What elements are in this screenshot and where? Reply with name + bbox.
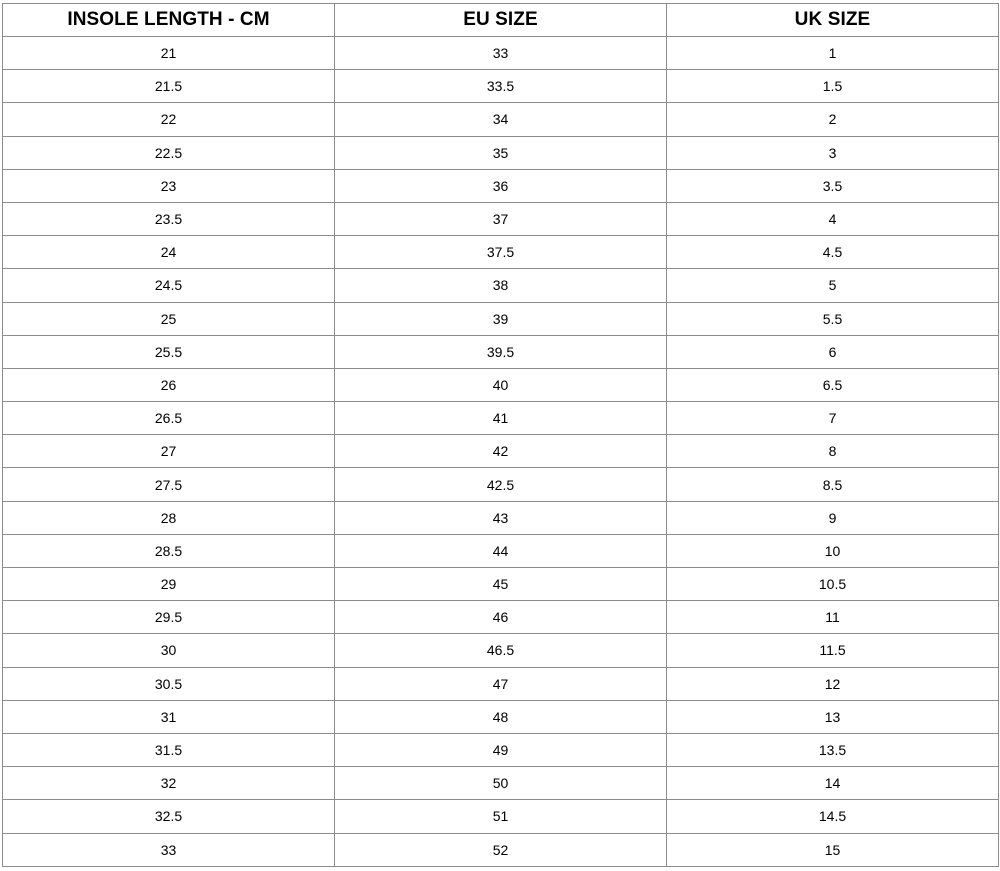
eu-size-cell: 33 <box>335 37 667 70</box>
table-row <box>3 634 999 667</box>
insole-length-cell: 24.5 <box>3 269 335 302</box>
uk-size-cell: 9 <box>667 501 999 534</box>
insole-length-cell: 25.5 <box>3 335 335 368</box>
size-chart-body <box>3 37 999 867</box>
table-row <box>3 136 999 169</box>
eu-size-cell: 46.5 <box>335 634 667 667</box>
eu-size-cell: 37.5 <box>335 236 667 269</box>
eu-size-cell: 34 <box>335 103 667 136</box>
uk-size-cell: 7 <box>667 402 999 435</box>
eu-size-cell: 51 <box>335 800 667 833</box>
table-row <box>3 269 999 302</box>
insole-length-cell: 32 <box>3 767 335 800</box>
table-row <box>3 568 999 601</box>
table-row <box>3 103 999 136</box>
insole-length-cell: 21 <box>3 37 335 70</box>
uk-size-cell: 8.5 <box>667 468 999 501</box>
eu-size-cell: 37 <box>335 202 667 235</box>
eu-size-cell: 49 <box>335 733 667 766</box>
table-row <box>3 70 999 103</box>
header-eu-size: EU SIZE <box>335 4 667 37</box>
table-row <box>3 37 999 70</box>
insole-length-cell: 31.5 <box>3 733 335 766</box>
uk-size-cell: 15 <box>667 833 999 866</box>
table-row <box>3 534 999 567</box>
size-chart-header <box>3 4 999 37</box>
table-row <box>3 236 999 269</box>
eu-size-cell: 42 <box>335 435 667 468</box>
eu-size-cell: 52 <box>335 833 667 866</box>
eu-size-cell: 48 <box>335 700 667 733</box>
table-row <box>3 733 999 766</box>
uk-size-cell: 13 <box>667 700 999 733</box>
eu-size-cell: 43 <box>335 501 667 534</box>
uk-size-cell: 11 <box>667 601 999 634</box>
eu-size-cell: 36 <box>335 169 667 202</box>
eu-size-cell: 33.5 <box>335 70 667 103</box>
eu-size-cell: 46 <box>335 601 667 634</box>
uk-size-cell: 12 <box>667 667 999 700</box>
table-row <box>3 302 999 335</box>
table-row <box>3 700 999 733</box>
uk-size-cell: 10.5 <box>667 568 999 601</box>
uk-size-cell: 5.5 <box>667 302 999 335</box>
table-row <box>3 468 999 501</box>
header-row <box>3 4 999 37</box>
insole-length-cell: 21.5 <box>3 70 335 103</box>
insole-length-cell: 25 <box>3 302 335 335</box>
uk-size-cell: 6 <box>667 335 999 368</box>
header-insole-length: INSOLE LENGTH - CM <box>3 4 335 37</box>
insole-length-cell: 30 <box>3 634 335 667</box>
table-row <box>3 767 999 800</box>
table-row <box>3 402 999 435</box>
uk-size-cell: 5 <box>667 269 999 302</box>
insole-length-cell: 30.5 <box>3 667 335 700</box>
uk-size-cell: 3 <box>667 136 999 169</box>
table-row <box>3 833 999 866</box>
eu-size-cell: 39 <box>335 302 667 335</box>
uk-size-cell: 14.5 <box>667 800 999 833</box>
insole-length-cell: 24 <box>3 236 335 269</box>
uk-size-cell: 3.5 <box>667 169 999 202</box>
eu-size-cell: 38 <box>335 269 667 302</box>
uk-size-cell: 4.5 <box>667 236 999 269</box>
table-row <box>3 601 999 634</box>
uk-size-cell: 11.5 <box>667 634 999 667</box>
table-row <box>3 335 999 368</box>
table-row <box>3 501 999 534</box>
uk-size-cell: 4 <box>667 202 999 235</box>
uk-size-cell: 2 <box>667 103 999 136</box>
insole-length-cell: 27.5 <box>3 468 335 501</box>
eu-size-cell: 35 <box>335 136 667 169</box>
uk-size-cell: 1 <box>667 37 999 70</box>
header-uk-size: UK SIZE <box>667 4 999 37</box>
table-row <box>3 202 999 235</box>
eu-size-cell: 47 <box>335 667 667 700</box>
table-row <box>3 368 999 401</box>
table-row <box>3 800 999 833</box>
eu-size-cell: 41 <box>335 402 667 435</box>
insole-length-cell: 28.5 <box>3 534 335 567</box>
insole-length-cell: 23 <box>3 169 335 202</box>
insole-length-cell: 27 <box>3 435 335 468</box>
insole-length-cell: 29.5 <box>3 601 335 634</box>
insole-length-cell: 26.5 <box>3 402 335 435</box>
insole-length-cell: 26 <box>3 368 335 401</box>
eu-size-cell: 39.5 <box>335 335 667 368</box>
insole-length-cell: 22 <box>3 103 335 136</box>
uk-size-cell: 13.5 <box>667 733 999 766</box>
insole-length-cell: 32.5 <box>3 800 335 833</box>
uk-size-cell: 10 <box>667 534 999 567</box>
size-chart-table <box>2 3 999 867</box>
table-row <box>3 667 999 700</box>
uk-size-cell: 6.5 <box>667 368 999 401</box>
eu-size-cell: 45 <box>335 568 667 601</box>
insole-length-cell: 23.5 <box>3 202 335 235</box>
insole-length-cell: 28 <box>3 501 335 534</box>
insole-length-cell: 31 <box>3 700 335 733</box>
eu-size-cell: 40 <box>335 368 667 401</box>
uk-size-cell: 8 <box>667 435 999 468</box>
insole-length-cell: 22.5 <box>3 136 335 169</box>
insole-length-cell: 29 <box>3 568 335 601</box>
eu-size-cell: 50 <box>335 767 667 800</box>
table-row <box>3 169 999 202</box>
eu-size-cell: 44 <box>335 534 667 567</box>
insole-length-cell: 33 <box>3 833 335 866</box>
table-row <box>3 435 999 468</box>
uk-size-cell: 14 <box>667 767 999 800</box>
uk-size-cell: 1.5 <box>667 70 999 103</box>
eu-size-cell: 42.5 <box>335 468 667 501</box>
